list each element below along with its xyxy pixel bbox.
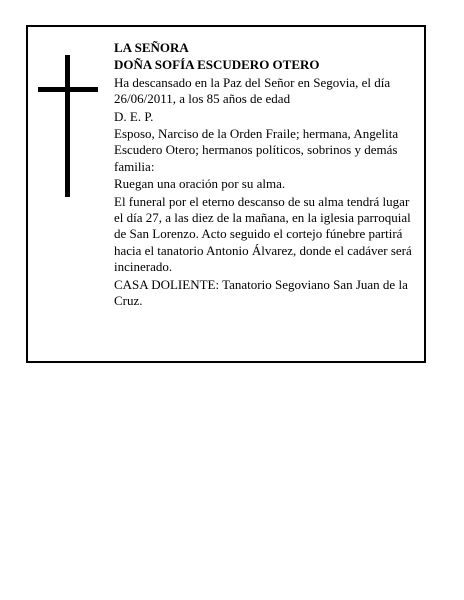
obituary-text	[114, 40, 418, 311]
prayer-request: Ruegan una oración por su alma.	[114, 176, 286, 192]
cross-horizontal-bar	[38, 87, 98, 92]
cross-icon	[38, 55, 98, 197]
funeral-details: El funeral por el eterno descanso de su alma tendrá lugar el día 27, a las diez de la mañana, en la iglesia parroquial de San Lorenzo. Acto seguido el cortejo fúnebre partirá hacia el tanatorio Antonio Álvarez, donde el cadáver será incinerado.	[114, 193, 412, 275]
dep-line: D. E. P.	[114, 108, 154, 124]
family-list: Esposo, Narciso de la Orden Fraile; hermana, Angelita Escudero Otero; hermanos políticos, sobrinos y demás familia:	[114, 126, 399, 174]
cross-vertical-bar	[65, 55, 70, 197]
obituary-title: LA SEÑORA	[114, 40, 189, 55]
mourning-house: CASA DOLIENTE: Tanatorio Segoviano San Juan de la Cruz.	[114, 276, 408, 309]
obituary-notice	[26, 25, 426, 363]
deceased-name: DOÑA SOFÍA ESCUDERO OTERO	[114, 57, 320, 73]
death-announcement: Ha descansado en la Paz del Señor en Segovia, el día 26/06/2011, a los 85 años de edad	[114, 74, 391, 107]
